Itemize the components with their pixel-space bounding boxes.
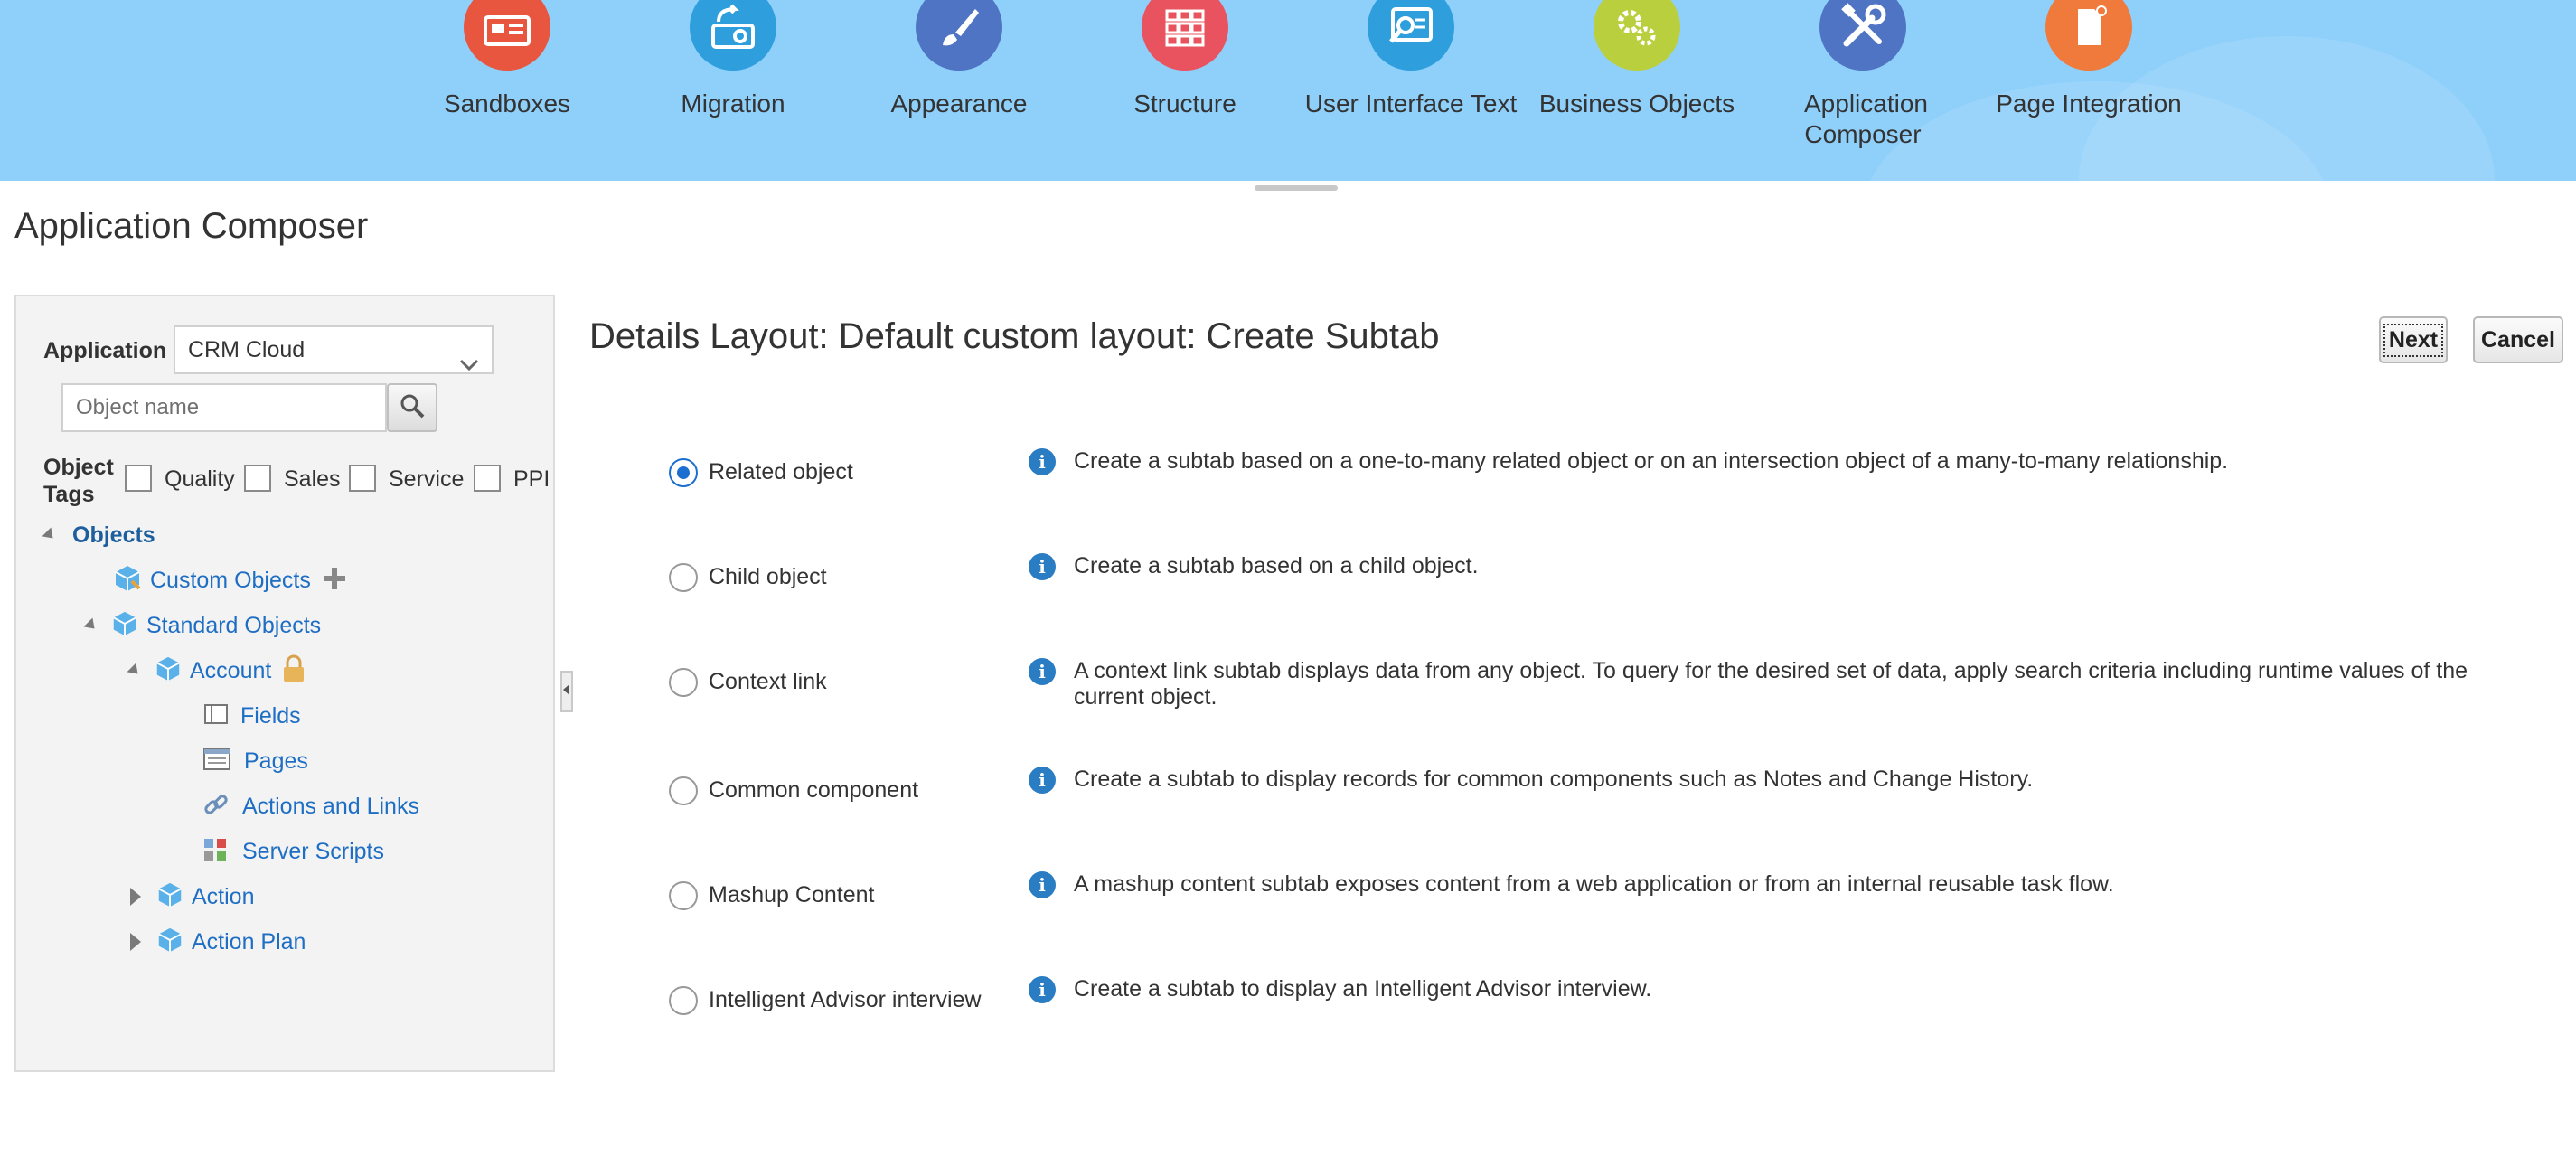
radio-intelligent-advisor-interview[interactable] [669, 986, 698, 1015]
option-description: A context link subtab displays data from any object. To query for the desired set of data, apply search criteria including runtime values of the current object. [1074, 658, 2468, 710]
tree-node-server-scripts[interactable] [202, 833, 384, 870]
option-label-mashup-content[interactable]: Mashup Content [709, 882, 875, 908]
tree-label: Pages [244, 748, 308, 774]
collapsed-triangle-icon[interactable] [130, 933, 141, 951]
collapsed-triangle-icon[interactable] [130, 888, 141, 906]
object-cube-icon [154, 654, 183, 688]
nav-label: Sandboxes [443, 89, 571, 118]
tree-node-actions-and-links[interactable] [202, 788, 419, 824]
option-label-context-link[interactable]: Context link [709, 669, 827, 694]
option-description: Create a subtab based on a one-to-many related object or on an intersection object of a many-to-many relationship. [1074, 448, 2229, 474]
tag-checkbox-sales[interactable] [244, 465, 271, 492]
nav-label: Migration [681, 89, 785, 118]
expanded-triangle-icon[interactable] [84, 618, 99, 634]
search-icon [399, 392, 426, 424]
business-objects-icon [1594, 0, 1680, 71]
option-description: A mashup content subtab exposes content from a web application or from an internal reusable task flow. [1074, 871, 2114, 897]
option-description: Create a subtab to display an Intelligent Advisor interview. [1074, 976, 1652, 1002]
info-icon: i [1029, 976, 1056, 1003]
nav-business-objects[interactable] [1524, 0, 1750, 119]
nav-label: Page Integration [1996, 89, 2182, 118]
tree-label: Actions and Links [242, 793, 419, 819]
application-label: Application [43, 338, 167, 363]
tree-node-action[interactable] [130, 879, 254, 915]
option-label-common-component[interactable]: Common component [709, 777, 919, 803]
structure-icon [1142, 0, 1228, 71]
page-title: Application Composer [14, 206, 369, 246]
object-navigator-panel [14, 295, 555, 1072]
tree-node-objects[interactable] [43, 517, 155, 553]
radio-child-object[interactable] [669, 563, 698, 592]
radio-context-link[interactable] [669, 668, 698, 697]
tree-node-fields[interactable] [202, 698, 301, 734]
tag-label-ppi: PPI [513, 466, 550, 492]
lock-icon [280, 654, 307, 689]
user-interface-text-icon [1368, 0, 1454, 71]
migration-icon [690, 0, 776, 71]
info-icon: i [1029, 448, 1056, 475]
tree-label: Account [190, 657, 272, 683]
application-select-value: CRM Cloud [188, 337, 306, 362]
nav-label: Structure [1133, 89, 1236, 118]
tree-label: Action [192, 883, 255, 909]
add-icon[interactable] [322, 566, 347, 596]
expanded-triangle-icon[interactable] [127, 663, 143, 679]
details-layout-title: Details Layout: Default custom layout: Create Subtab [589, 316, 1440, 356]
expanded-triangle-icon[interactable] [42, 528, 58, 543]
tree-node-custom-objects[interactable] [112, 562, 347, 598]
tree-label: Objects [72, 522, 155, 548]
nav-sandboxes[interactable] [394, 0, 620, 119]
nav-migration[interactable] [620, 0, 846, 119]
fields-icon [202, 701, 230, 732]
nav-user-interface-text[interactable] [1298, 0, 1524, 119]
nav-label: Business Objects [1538, 89, 1735, 118]
option-label-related-object[interactable]: Related object [709, 459, 853, 484]
object-name-search-input[interactable] [61, 383, 387, 432]
tag-label-quality: Quality [165, 466, 235, 492]
page-integration-icon [2045, 0, 2132, 71]
next-button[interactable] [2379, 316, 2448, 363]
tree-label: Fields [240, 702, 301, 729]
object-cube-icon [110, 609, 139, 643]
tree-node-pages[interactable] [202, 743, 308, 779]
info-icon: i [1029, 658, 1056, 685]
nav-page-integration[interactable] [1976, 0, 2202, 119]
tree-label: Server Scripts [242, 838, 384, 864]
radio-common-component[interactable] [669, 776, 698, 805]
panel-splitter-handle[interactable] [1255, 185, 1338, 191]
collapse-left-icon [563, 683, 570, 700]
custom-object-cube-icon [112, 563, 143, 598]
tag-checkbox-quality[interactable] [125, 465, 152, 492]
tag-label-sales: Sales [284, 466, 341, 492]
appearance-icon [916, 0, 1002, 71]
tree-node-standard-objects[interactable] [85, 607, 321, 644]
server-scripts-icon [202, 836, 230, 868]
info-icon: i [1029, 767, 1056, 794]
nav-label: User Interface Text [1304, 89, 1518, 118]
tag-checkbox-service[interactable] [349, 465, 376, 492]
tree-node-account[interactable] [128, 653, 307, 689]
pages-icon [202, 746, 231, 777]
sandboxes-icon [464, 0, 550, 71]
collapse-panel-handle[interactable] [560, 671, 573, 712]
nav-label: Application Composer [1804, 89, 1928, 148]
nav-application-composer[interactable] [1750, 0, 1976, 150]
next-button-label: Next [2385, 325, 2441, 355]
info-icon: i [1029, 553, 1056, 580]
tree-label: Action Plan [192, 928, 306, 955]
tag-checkbox-ppi[interactable] [474, 465, 501, 492]
info-icon: i [1029, 871, 1056, 898]
object-tags-label: Object Tags [43, 455, 114, 507]
object-cube-icon [155, 926, 184, 959]
option-description: Create a subtab to display records for common components such as Notes and Change History. [1074, 767, 2034, 792]
link-icon [202, 791, 230, 823]
cancel-button[interactable]: Cancel [2473, 316, 2563, 363]
tree-label: Custom Objects [150, 567, 311, 593]
option-label-intelligent-advisor-interview[interactable]: Intelligent Advisor interview [709, 987, 982, 1012]
tree-label: Standard Objects [146, 612, 322, 638]
option-label-child-object[interactable]: Child object [709, 564, 827, 589]
radio-mashup-content[interactable] [669, 881, 698, 910]
nav-structure[interactable] [1072, 0, 1298, 119]
option-description: Create a subtab based on a child object. [1074, 553, 1479, 578]
tag-label-service: Service [389, 466, 465, 492]
search-button[interactable] [387, 383, 437, 432]
object-cube-icon [155, 880, 184, 914]
radio-related-object[interactable] [669, 458, 698, 487]
chevron-down-icon [459, 342, 479, 387]
nav-appearance[interactable] [846, 0, 1072, 119]
application-select[interactable] [174, 325, 494, 374]
nav-label: Appearance [890, 89, 1028, 118]
top-navigation-band [0, 0, 2576, 181]
application-composer-icon [1819, 0, 1906, 71]
tree-node-action-plan[interactable] [130, 924, 306, 960]
